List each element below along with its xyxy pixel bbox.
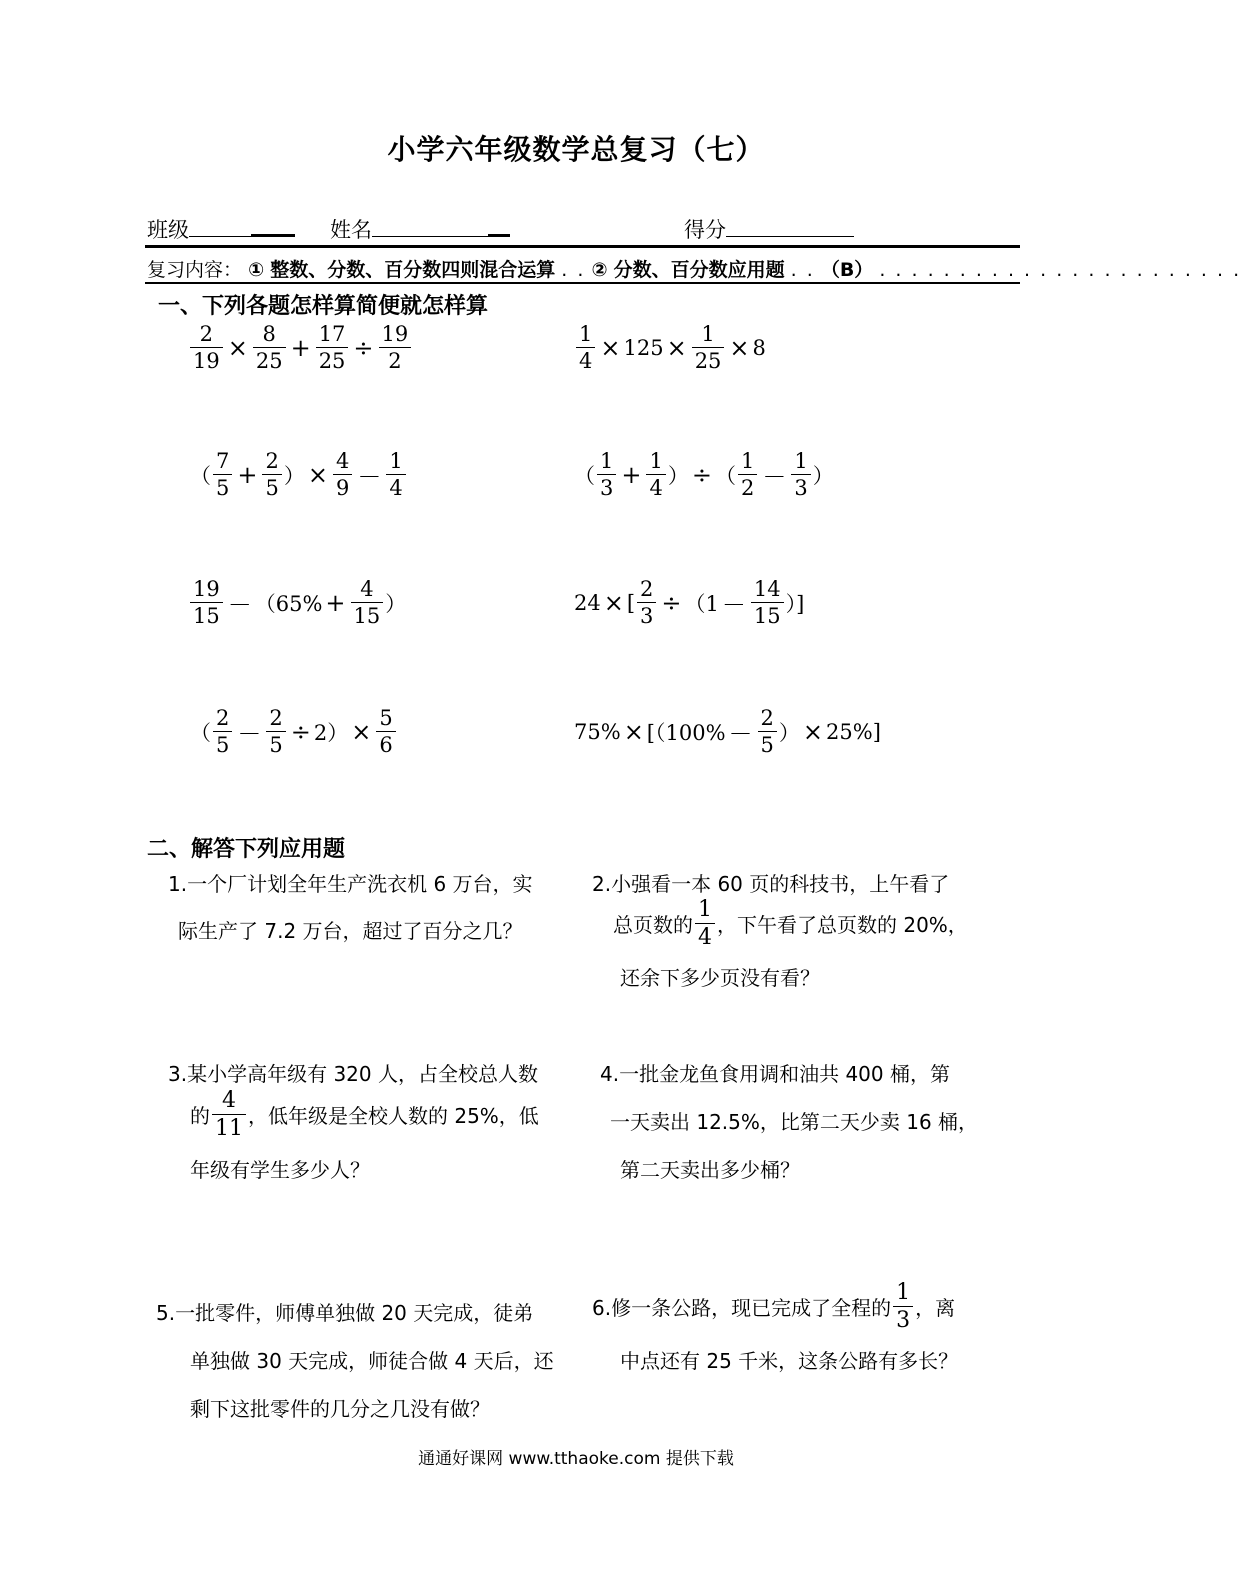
problem-5-line-2: 单独做 30 天完成，师徒合做 4 天后，还 [190, 1349, 554, 1373]
review-tag: （B） [820, 259, 874, 281]
fraction-four-elevenths: $\frac{4}{11}$ [212, 1089, 246, 1140]
review-item2: 分数、百分数应用题 [613, 259, 785, 281]
review-label: 复习内容： [147, 259, 243, 281]
problem-1-line-1: 1.一个厂计划全年生产洗衣机 6 万台，实 [168, 872, 533, 896]
second-rule [145, 282, 1020, 284]
problem-3-line-3: 年级有学生多少人？ [190, 1158, 370, 1182]
expression-1: $\frac{2}{19}$ × $\frac{8}{25}$ + $\frac{17}{25}$ ÷ $\frac{19}{2}$ [188, 323, 413, 372]
problem-5-line-1: 5.一批零件，师傅单独做 20 天完成，徒弟 [156, 1301, 534, 1325]
problem-5-line-3: 剩下这批零件的几分之几没有做？ [190, 1397, 490, 1421]
class-field [147, 214, 295, 244]
problem-4-line-3: 第二天卖出多少桶？ [620, 1158, 800, 1182]
review-content: 复习内容： ① 整数、分数、百分数四则混合运算 . . ② 分数、百分数应用题 . . （B） . . . . . . . . . . . . . . . . . . . . . . . [147, 259, 1241, 281]
expression-4: （ $\frac{1}{3}$ + $\frac{1}{4}$ ） ÷ （ $\frac{1}{2}$ － $\frac{1}{3}$ ） [574, 449, 834, 501]
review-item1: 整数、分数、百分数四则混合运算 [270, 259, 556, 281]
expression-3: （ $\frac{7}{5}$ + $\frac{2}{5}$ ） × $\frac{4}{9}$ － $\frac{1}{4}$ [190, 450, 408, 499]
review-item2-number: ② [591, 259, 608, 281]
problem-2-line-2: 总页数的 $\frac{1}{4}$ ，下午看了总页数的 20%， [613, 897, 968, 951]
problem-4-line-2: 一天卖出 12.5%，比第二天少卖 16 桶， [610, 1110, 979, 1134]
name-label: 姓名 [330, 218, 372, 242]
expression-2: $\frac{1}{4}$ × 125 × $\frac{1}{25}$ × 8 [574, 323, 766, 372]
fraction-one-third: $\frac{1}{3}$ [893, 1281, 913, 1332]
problem-3-line-1: 3.某小学高年级有 320 人，占全校总人数 [168, 1062, 538, 1086]
class-label: 班级 [147, 218, 189, 242]
problem-3-line-2: 的 $\frac{4}{11}$ ，低年级是全校人数的 25%，低 [190, 1088, 539, 1142]
page-title: 小学六年级数学总复习（七） [387, 133, 765, 166]
fraction-one-quarter: $\frac{1}{4}$ [695, 898, 715, 949]
problem-1-line-2: 际生产了 7.2 万台，超过了百分之几？ [178, 919, 523, 943]
problem-2-line-1: 2.小强看一本 60 页的科技书，上午看了 [592, 872, 950, 896]
problem-4-line-1: 4.一批金龙鱼食用调和油共 400 桶，第 [600, 1062, 950, 1086]
score-label: 得分 [684, 218, 726, 242]
expression-7: （ $\frac{2}{5}$ － $\frac{2}{5}$ ÷ 2） × $\frac{5}{6}$ [190, 707, 398, 756]
problem-2-line-3: 还余下多少页没有看？ [620, 966, 820, 990]
section1-heading: 一、下列各题怎样算简便就怎样算 [158, 294, 489, 319]
expression-5: $\frac{19}{15}$ － （65% + $\frac{4}{15}$ ） [188, 578, 406, 627]
section2-heading: 二、解答下列应用题 [147, 837, 346, 862]
expression-6: 24 × [ $\frac{2}{3}$ ÷ （1 － $\frac{14}{15}$ ）] [574, 577, 805, 629]
score-field [684, 214, 854, 244]
problem-6-line-1: 6.修一条公路，现已完成了全程的 $\frac{1}{3}$ ，离 [592, 1280, 956, 1334]
name-field [330, 214, 510, 244]
expression-8: 75% × [（100% － $\frac{2}{5}$ ） × 25%] [574, 706, 881, 758]
review-item1-number: ① [248, 259, 265, 281]
problem-6-line-2: 中点还有 25 千米，这条公路有多长？ [620, 1349, 959, 1373]
footer-credit: 通通好课网 www.tthaoke.com 提供下载 [418, 1449, 734, 1469]
top-rule [145, 245, 1020, 248]
